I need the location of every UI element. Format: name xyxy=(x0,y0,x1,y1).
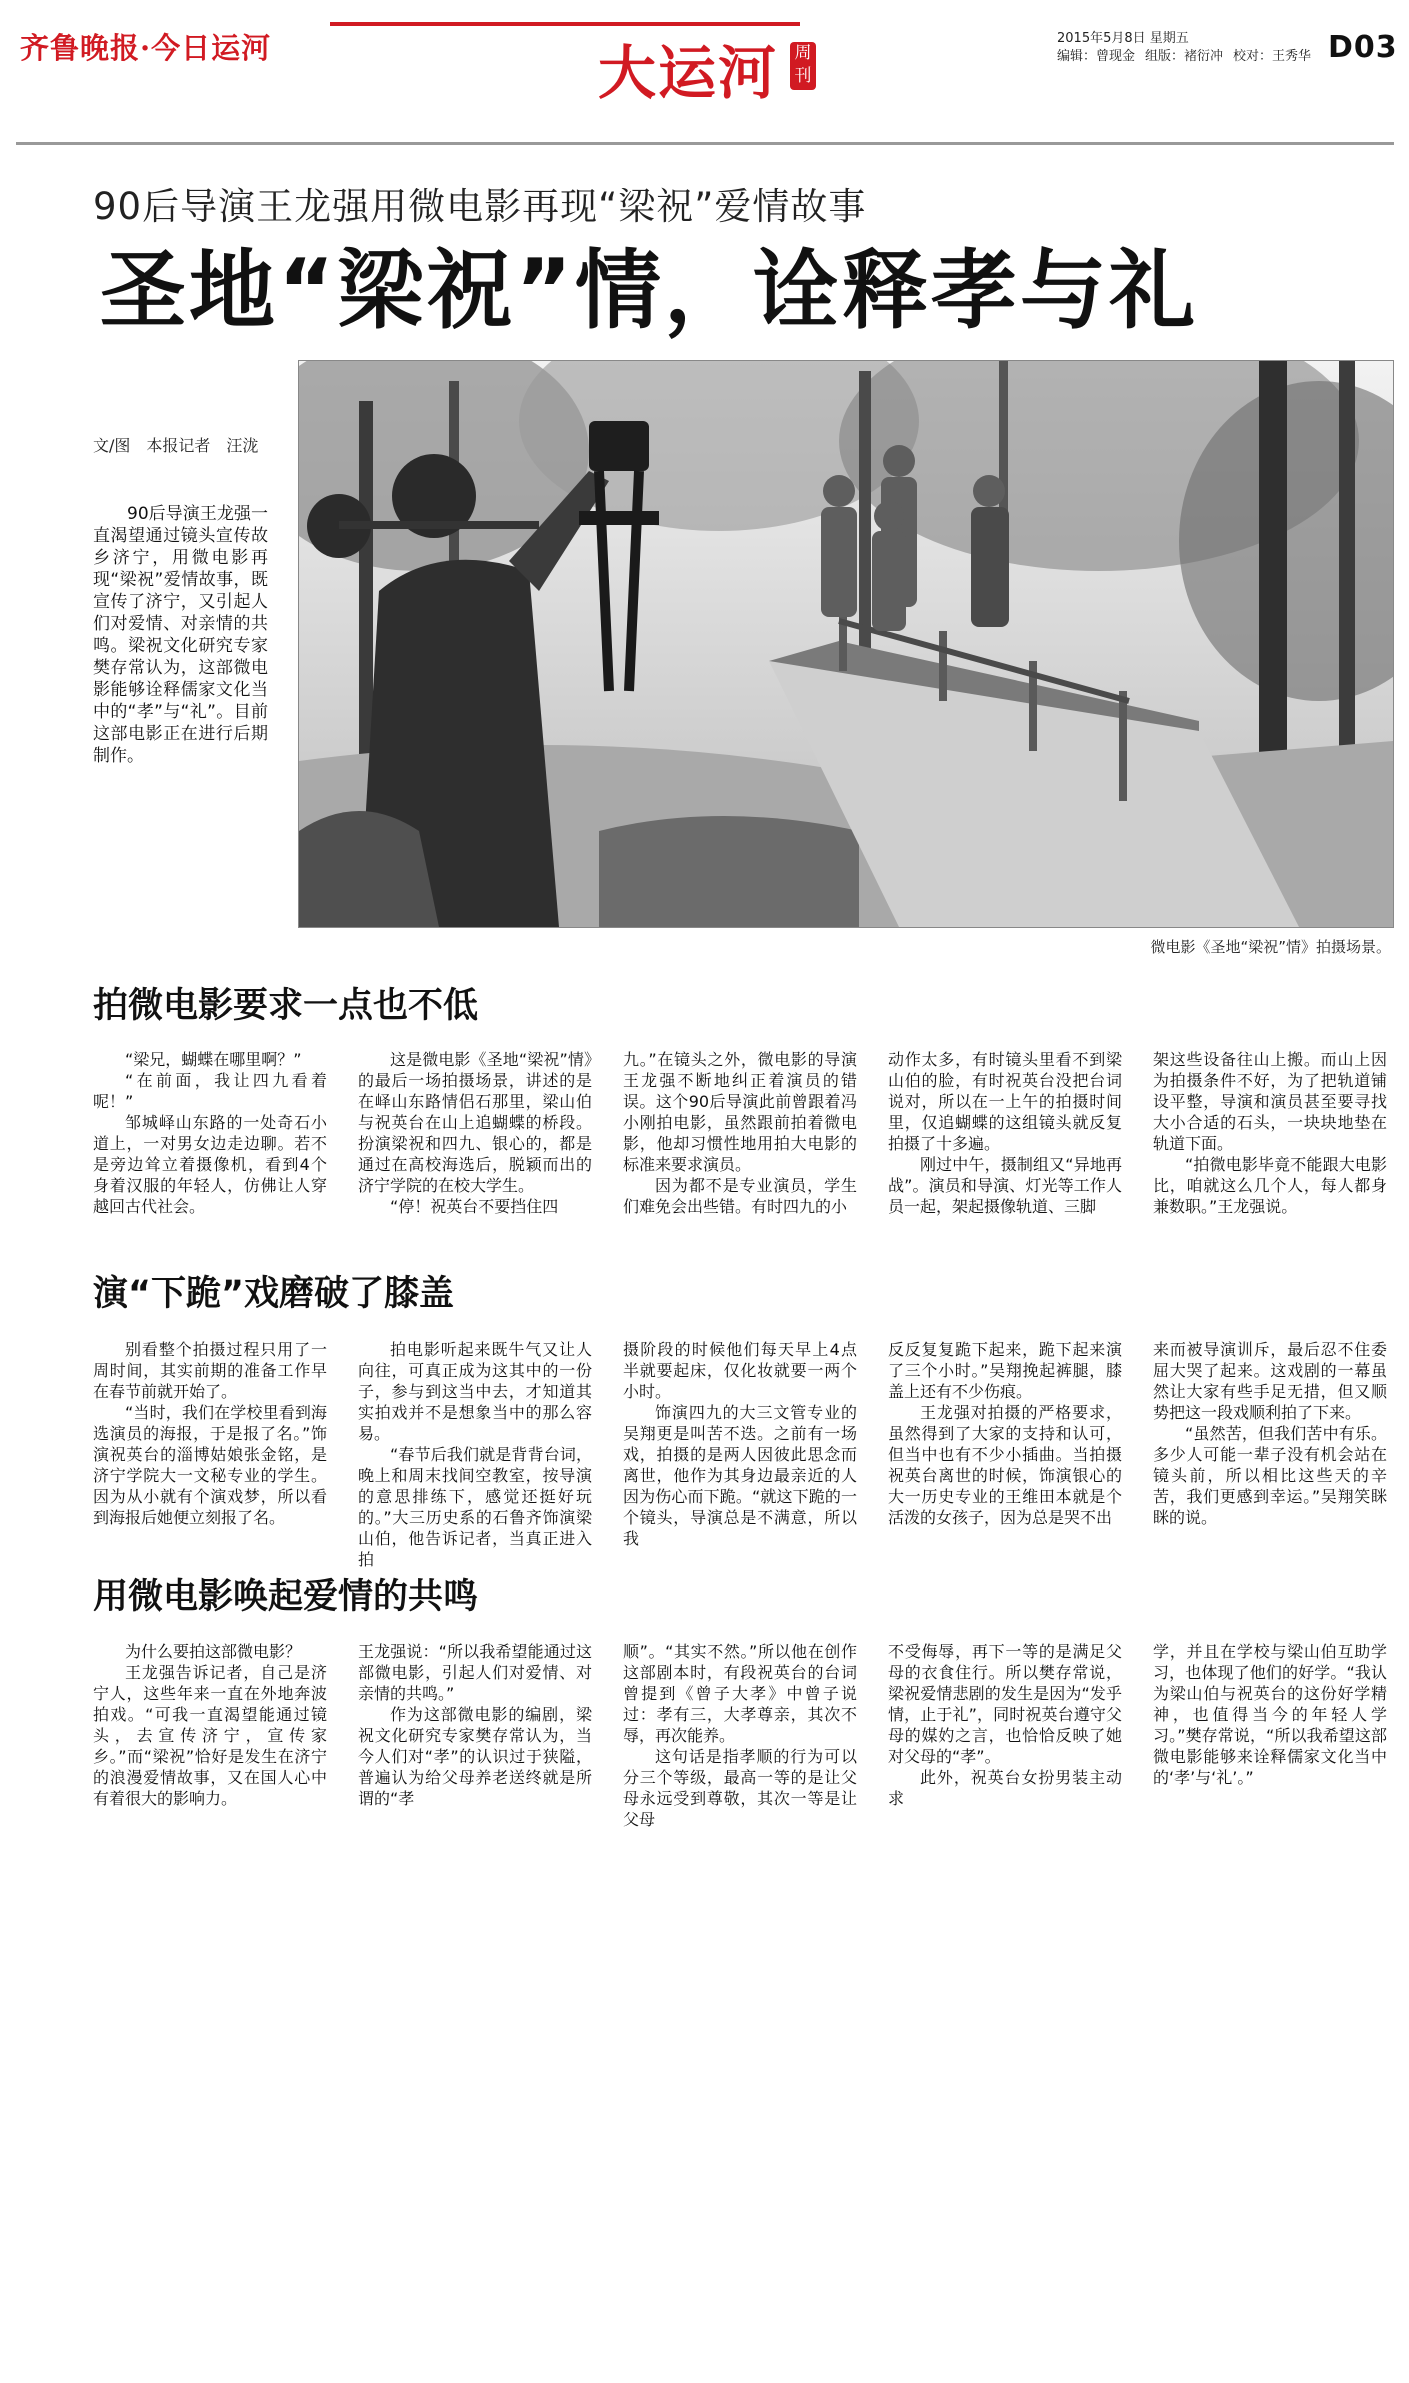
paragraph: 来而被导演训斥，最后忍不住委屈大哭了起来。这戏剧的一幕虽然让大家有些手足无措，但又顺势把这一段戏顺利拍了下来。 xyxy=(1153,1340,1387,1422)
page-number: D03 xyxy=(1328,30,1398,65)
layout-credit: 组版：褚衍冲 xyxy=(1145,49,1224,64)
photo-caption: 微电影《圣地“梁祝”情》拍摄场景。 xyxy=(1150,938,1391,956)
paragraph: “梁兄，蝴蝶在哪里啊？” xyxy=(125,1050,302,1069)
paragraph: 邹城峄山东路的一处奇石小道上，一对男女边走边聊。若不是旁边耸立着摄像机，看到4个身着汉服的年轻人，仿佛让人穿越回古代社会。 xyxy=(93,1113,327,1216)
paragraph: “春节后我们就是背背台词，晚上和周末找间空教室，按导演的意思排练下，感觉还挺好玩的。”大三历史系的石鲁齐饰演梁山伯，他告诉记者，当真正进入拍 xyxy=(358,1445,592,1569)
text-column xyxy=(1153,1049,1387,1217)
paragraph: 这句话是指孝顺的行为可以分三个等级，最高一等的是让父母永远受到尊敬，其次一等是让父母 xyxy=(623,1747,857,1829)
paragraph: 动作太多，有时镜头里看不到梁山伯的脸，有时祝英台没把台词说对，所以在一上午的拍摄时间里，仅追蝴蝶的这组镜头就反复拍摄了十多遍。 xyxy=(888,1050,1122,1153)
masthead-divider xyxy=(16,142,1394,145)
paragraph: 顺”。“其实不然。”所以他在创作这部剧本时，有段祝英台的台词曾提到《曾子大孝》中曾子说过：孝有三，大孝尊亲，其次不辱，再次能养。 xyxy=(623,1642,857,1745)
text-column xyxy=(888,1339,1122,1570)
article-kicker: 90后导演王龙强用微电影再现“梁祝”爱情故事 xyxy=(93,185,867,228)
paragraph: 此外，祝英台女扮男装主动求 xyxy=(888,1768,1122,1808)
proofreader-credit: 校对：王秀华 xyxy=(1233,49,1312,64)
film-set-illustration xyxy=(299,361,1393,927)
text-column xyxy=(623,1049,857,1217)
text-column xyxy=(93,1339,327,1570)
paragraph: 别看整个拍摄过程只用了一周时间，其实前期的准备工作早在春节前就开始了。 xyxy=(93,1340,327,1401)
text-column xyxy=(93,1049,327,1217)
text-column xyxy=(358,1049,592,1217)
text-column xyxy=(1153,1339,1387,1570)
article-photo xyxy=(298,360,1394,928)
paragraph: 不受侮辱，再下一等的是满足父母的衣食住行。所以樊存常说，梁祝爱情悲剧的发生是因为“发乎情，止于礼”，同时祝英台遵守父母的媒妁之言，也恰恰反映了她对父母的“孝”。 xyxy=(888,1642,1122,1766)
section-heading: 演“下跪”戏磨破了膝盖 xyxy=(93,1274,455,1314)
paragraph: 因为都不是专业演员，学生们难免会出些错。有时四九的小 xyxy=(623,1176,857,1216)
text-column xyxy=(358,1339,592,1570)
section-columns xyxy=(93,1049,1389,1217)
page-info xyxy=(1057,30,1311,66)
paragraph: “当时，我们在学校里看到海选演员的海报，于是报了名。”饰演祝英台的淄博姑娘张金铭，是济宁学院大一文秘专业的学生。因为从小就有个演戏梦，所以看到海报后她便立刻报了名。 xyxy=(93,1403,327,1527)
paragraph: “在前面，我让四九看着呢！” xyxy=(93,1071,327,1111)
paragraph: 反反复复跪下起来，跪下起来演了三个小时。”吴翔挽起裤腿，膝盖上还有不少伤痕。 xyxy=(888,1340,1122,1401)
text-column xyxy=(623,1339,857,1570)
section-brand: 大运河 xyxy=(598,39,779,107)
text-column xyxy=(93,1641,327,1830)
text-column xyxy=(1153,1641,1387,1830)
paragraph: 王龙强说：“所以我希望能通过这部微电影，引起人们对爱情、对亲情的共鸣。” xyxy=(358,1642,592,1703)
paragraph: 这是微电影《圣地“梁祝”情》的最后一场拍摄场景，讲述的是在峄山东路情侣石那里，梁山伯与祝英台在山上追蝴蝶的桥段。扮演梁祝和四九、银心的，都是通过在高校海选后，脱颖而出的济宁学院的在校大学生。 xyxy=(358,1050,592,1195)
section-columns xyxy=(93,1339,1389,1570)
paragraph: “停！祝英台不要挡住四 xyxy=(390,1197,559,1216)
text-column xyxy=(888,1049,1122,1217)
paragraph: 王龙强对拍摄的严格要求，虽然得到了大家的支持和认可，但当中也有不少小插曲。当拍摄祝英台离世的时候，饰演银心的大一历史专业的王维田本就是个活泼的女孩子，因为总是哭不出 xyxy=(888,1403,1122,1527)
issue-date: 2015年5月8日 星期五 xyxy=(1057,31,1189,46)
paragraph: 刚过中午，摄制组又“异地再战”。演员和导演、灯光等工作人员一起，架起摄像轨道、三脚 xyxy=(888,1155,1122,1216)
weekly-seal: 周刊 xyxy=(790,42,816,90)
paragraph: 为什么要拍这部微电影？ xyxy=(125,1642,302,1661)
paragraph: “拍微电影毕竟不能跟大电影比，咱就这么几个人，每人都身兼数职。”王龙强说。 xyxy=(1153,1155,1387,1216)
section-columns xyxy=(93,1641,1389,1830)
paragraph: 学，并且在学校与梁山伯互助学习，也体现了他们的好学。“我认为梁山伯与祝英台的这份好学精神，也值得当今的年轻人学习。”樊存常说，“所以我希望这部微电影能够来诠释儒家文化当中的‘孝’与‘礼’。” xyxy=(1153,1642,1387,1787)
paragraph: 九。”在镜头之外，微电影的导演王龙强不断地纠正着演员的错误。这个90后导演此前曾跟着冯小刚拍电影，虽然跟前拍着微电影，他却习惯性地用拍大电影的标准来要求演员。 xyxy=(623,1050,857,1174)
text-column xyxy=(358,1641,592,1830)
paragraph: 王龙强告诉记者，自己是济宁人，这些年来一直在外地奔波拍戏。“可我一直渴望能通过镜头，去宣传济宁，宣传家乡。”而“梁祝”恰好是发生在济宁的浪漫爱情故事，又在国人心中有着很大的影响力。 xyxy=(93,1663,327,1808)
paragraph: 摄阶段的时候他们每天早上4点半就要起床，仅化妆就要一两个小时。 xyxy=(623,1340,857,1401)
byline: 文/图 本报记者 汪泷 xyxy=(93,436,259,455)
article-headline: 圣地“梁祝”情，诠释孝与礼 xyxy=(100,241,1199,341)
section-heading: 拍微电影要求一点也不低 xyxy=(93,986,479,1026)
text-column xyxy=(623,1641,857,1830)
paragraph: 架这些设备往山上搬。而山上因为拍摄条件不好，为了把轨道铺设平整，导演和演员甚至要寻找大小合适的石头，一块块地垫在轨道下面。 xyxy=(1153,1050,1387,1153)
paragraph: “虽然苦，但我们苦中有乐。多少人可能一辈子没有机会站在镜头前，所以相比这些天的辛苦，我们更感到幸运。”吴翔笑眯眯的说。 xyxy=(1153,1424,1387,1527)
lead-paragraph: 90后导演王龙强一直渴望通过镜头宣传故乡济宁，用微电影再现“梁祝”爱情故事，既宣传了济宁，又引起人们对爱情、对亲情的共鸣。梁祝文化研究专家樊存常认为，这部微电影能够诠释儒家文化当中的“孝”与“礼”。目前这部电影正在进行后期制作。 xyxy=(93,504,268,766)
section-heading: 用微电影唤起爱情的共鸣 xyxy=(93,1577,479,1617)
paragraph: 拍电影听起来既牛气又让人向往，可真正成为这其中的一份子，参与到这当中去，才知道其实拍戏并不是想象当中的那么容易。 xyxy=(358,1340,592,1443)
editor-credit: 编辑：曾现金 xyxy=(1057,49,1136,64)
paragraph: 作为这部微电影的编剧，梁祝文化研究专家樊存常认为，当今人们对“孝”的认识过于狭隘，普遍认为给父母养老送终就是所谓的“孝 xyxy=(358,1705,592,1808)
text-column xyxy=(888,1641,1122,1830)
paper-brand: 齐鲁晚报·今日运河 xyxy=(20,31,272,65)
paragraph: 饰演四九的大三文管专业的吴翔更是叫苦不迭。之前有一场戏，拍摄的是两人因彼此思念而离世，他作为其身边最亲近的人因为伤心而下跪。“就这下跪的一个镜头，导演总是不满意，所以我 xyxy=(623,1403,857,1548)
